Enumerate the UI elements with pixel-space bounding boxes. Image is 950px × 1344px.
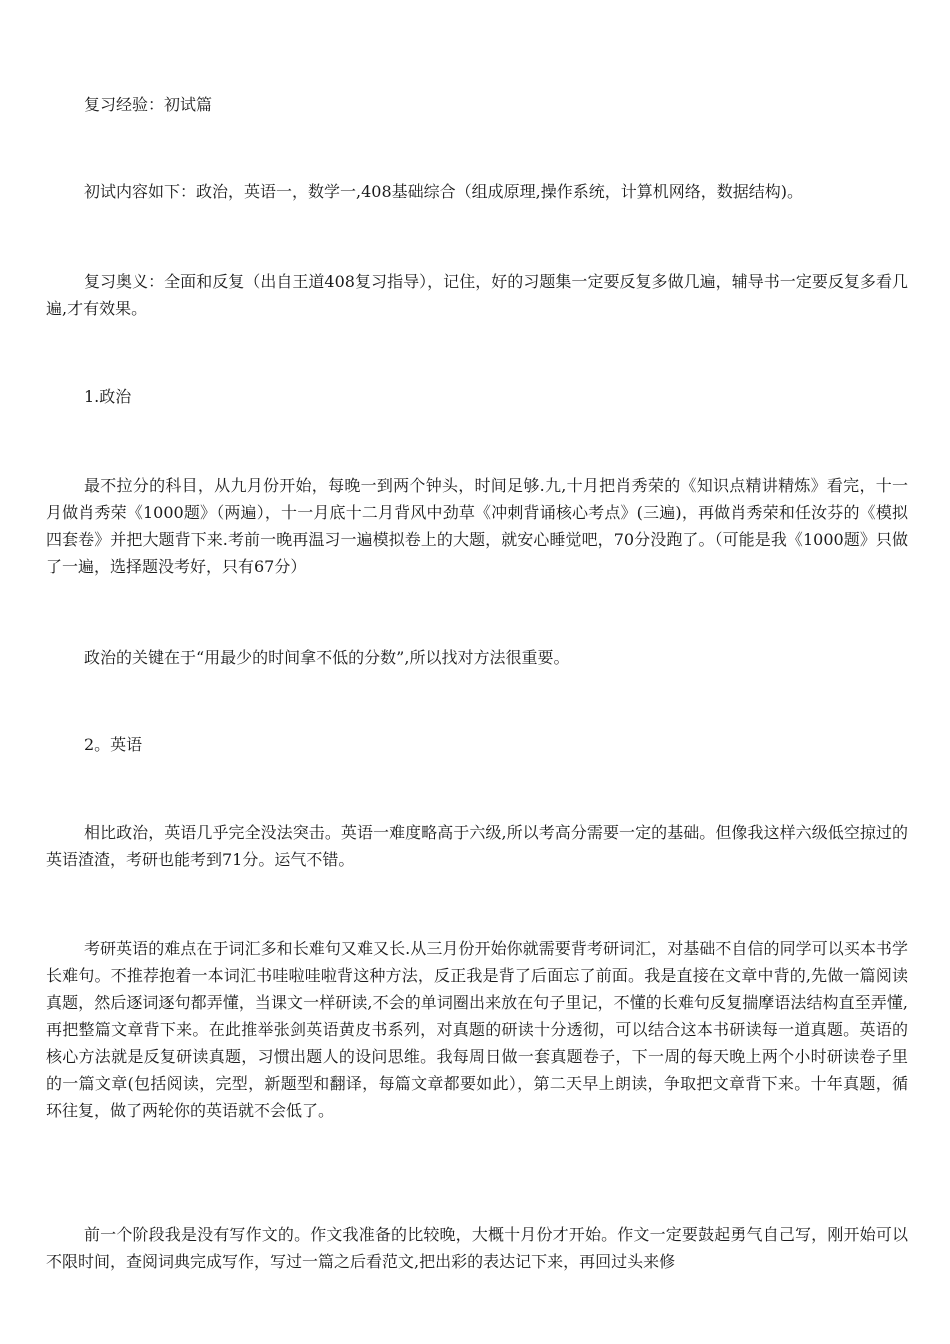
section-heading-english: 2。英语: [84, 735, 143, 754]
paragraph-politics-key: 政治的关键在于“用最少的时间拿不低的分数”,所以找对方法很重要。: [84, 648, 570, 667]
paragraph-english-method: 考研英语的难点在于词汇多和长难句又难又长.从三月份开始你就需要背考研词汇，对基础不自信的同学可以买本书学长难句。不推荐抱着一本词汇书哇啦哇啦背这种方法，反正我是背了后面忘了前面。我是直接在文章中背的,先做一篇阅读真题，然后逐词逐句都弄懂，当课文一样研读,不会的单词圈出来放在句子里记，不懂的长难句反复揣摩语法结构直至弄懂,再把整篇文章背下来。在此推举张剑英语黄皮书系列，对真题的研读十分透彻，可以结合这本书研读每一道真题。英语的核心方法就是反复研读真题，习惯出题人的设问思维。我每周日做一套真题卷子，下一周的每天晚上两个小时研读卷子里的一篇文章(包括阅读，完型，新题型和翻译，每篇文章都要如此），第二天早上朗读，争取把文章背下来。十年真题，循环往复，做了两轮你的英语就不会低了。: [46, 939, 908, 1120]
paragraph-politics-plan: 最不拉分的科目，从九月份开始，每晚一到两个钟头，时间足够.九,十月把肖秀荣的《知识点精讲精炼》看完，十一月做肖秀荣《1000题》（两遍），十一月底十二月背风中劲草《冲刺背诵核心考点》(三遍)，再做肖秀荣和任汝芬的《模拟四套卷》并把大题背下来.考前一晚再温习一遍模拟卷上的大题，就安心睡觉吧，70分没跑了。（可能是我《1000题》只做了一遍，选择题没考好，只有67分）: [46, 476, 908, 576]
section-heading-politics: 1.政治: [84, 387, 132, 406]
paragraph-english-writing: 前一个阶段我是没有写作文的。作文我准备的比较晚，大概十月份才开始。作文一定要鼓起勇气自己写，刚开始可以不限时间，查阅词典完成写作，写过一篇之后看范文,把出彩的表达记下来，再回过头来修: [46, 1225, 908, 1271]
paragraph-review-principle: 复习奥义：全面和反复（出自王道408复习指导），记住，好的习题集一定要反复多做几遍，辅导书一定要反复多看几遍,才有效果。: [46, 272, 908, 318]
paragraph-exam-content: 初试内容如下：政治，英语一，数学一,408基础综合（组成原理,操作系统，计算机网络，数据结构)。: [84, 182, 803, 201]
paragraph-english-intro: 相比政治，英语几乎完全没法突击。英语一难度略高于六级,所以考高分需要一定的基础。但像我这样六级低空掠过的英语渣渣，考研也能考到71分。运气不错。: [46, 823, 908, 869]
section-heading-review-experience: 复习经验：初试篇: [84, 95, 213, 114]
